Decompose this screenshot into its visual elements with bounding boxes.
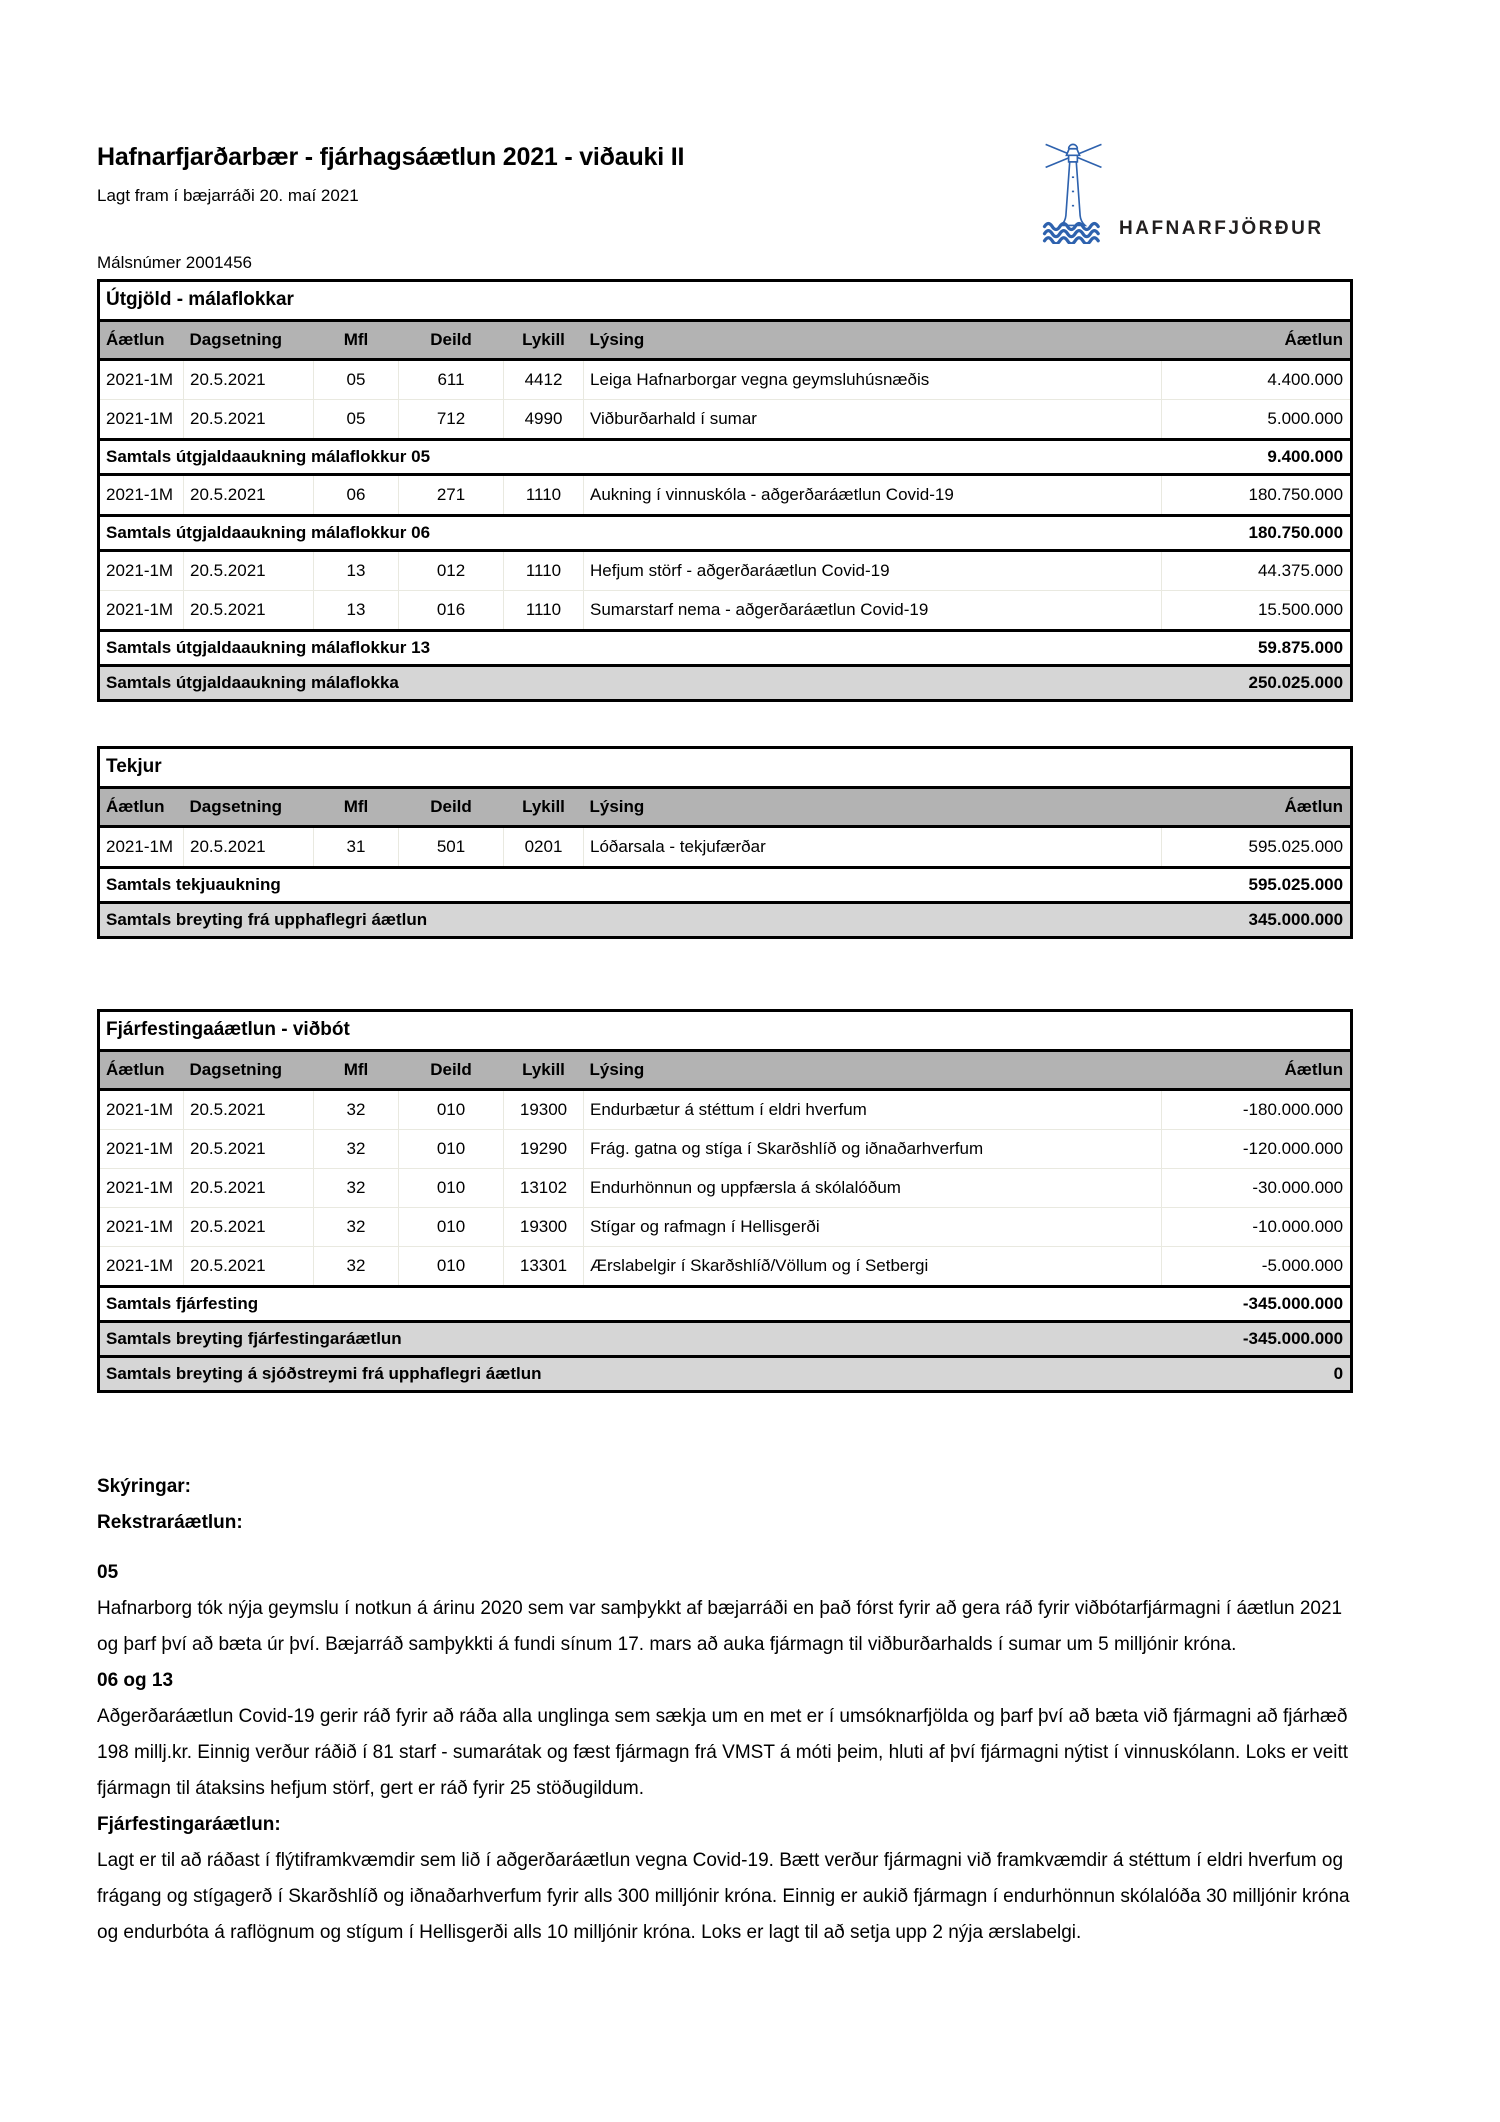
column-header: Mfl <box>314 788 399 827</box>
table-cell: 19290 <box>504 1130 584 1169</box>
table-cell: 19300 <box>504 1208 584 1247</box>
table-cell: 13 <box>314 591 399 631</box>
table-cell: 010 <box>399 1208 504 1247</box>
column-header: Deild <box>399 788 504 827</box>
column-header: Lýsing <box>584 1051 1162 1090</box>
column-header: Áætlun <box>99 1051 184 1090</box>
table-cell: 2021-1M <box>99 400 184 440</box>
table-cell: 32 <box>314 1208 399 1247</box>
table-header-row <box>99 1051 1352 1090</box>
table-cell: 712 <box>399 400 504 440</box>
page-subtitle: Lagt fram í bæjarráði 20. maí 2021 <box>97 186 359 205</box>
table-cell: 5.000.000 <box>1162 400 1352 440</box>
table-header-row <box>99 321 1352 360</box>
column-header: Lýsing <box>584 321 1162 360</box>
table-cell: Frág. gatna og stíga í Skarðshlíð og iðnaðarhverfum <box>584 1130 1162 1169</box>
column-header: Lýsing <box>584 788 1162 827</box>
table-cell: 2021-1M <box>99 591 184 631</box>
table-cell: 2021-1M <box>99 551 184 591</box>
municipality-logo <box>1040 140 1324 244</box>
table-cell: 2021-1M <box>99 360 184 400</box>
table-summary-row <box>99 440 1352 475</box>
summary-value: 180.750.000 <box>1162 516 1352 551</box>
table-title-row <box>99 748 1352 788</box>
table-row <box>99 475 1352 516</box>
table-cell: 010 <box>399 1090 504 1130</box>
table-cell: 32 <box>314 1247 399 1287</box>
table-summary-row <box>99 516 1352 551</box>
table-cell: 20.5.2021 <box>184 1169 314 1208</box>
case-number: Málsnúmer 2001456 <box>97 253 252 272</box>
summary-label: Samtals útgjaldaaukning málaflokkur 13 <box>99 631 1162 666</box>
table-cell: 20.5.2021 <box>184 551 314 591</box>
table-title-row <box>99 1011 1352 1051</box>
table-cell: 010 <box>399 1169 504 1208</box>
summary-label: Samtals breyting á sjóðstreymi frá upphaflegri áætlun <box>99 1357 1162 1392</box>
table-cell: Endurbætur á stéttum í eldri hverfum <box>584 1090 1162 1130</box>
table-cell: 32 <box>314 1169 399 1208</box>
table-cell: Endurhönnun og uppfærsla á skólalóðum <box>584 1169 1162 1208</box>
table-cell: 13102 <box>504 1169 584 1208</box>
table-cell: 20.5.2021 <box>184 475 314 516</box>
operating-plan-heading: Rekstraráætlun: <box>97 1512 243 1533</box>
table-title-row <box>99 281 1352 321</box>
note-heading-06-13: 06 og 13 <box>97 1670 174 1691</box>
table-cell: 13 <box>314 551 399 591</box>
table-row <box>99 400 1352 440</box>
table-cell: 010 <box>399 1247 504 1287</box>
summary-value: 345.000.000 <box>1162 903 1352 938</box>
notes-heading: Skýringar: <box>97 1476 191 1497</box>
table-cell: 012 <box>399 551 504 591</box>
table-cell: 32 <box>314 1090 399 1130</box>
table-total-row <box>99 1322 1352 1357</box>
table-cell: 20.5.2021 <box>184 360 314 400</box>
table-cell: 32 <box>314 1130 399 1169</box>
table-cell: -5.000.000 <box>1162 1247 1352 1287</box>
table-cell: Ærslabelgir í Skarðshlíð/Völlum og í Setbergi <box>584 1247 1162 1287</box>
table-title: Útgjöld - málaflokkar <box>99 281 1352 321</box>
table-cell: 20.5.2021 <box>184 1208 314 1247</box>
table-cell: Viðburðarhald í sumar <box>584 400 1162 440</box>
table-cell: 016 <box>399 591 504 631</box>
column-header: Mfl <box>314 1051 399 1090</box>
table-cell: 20.5.2021 <box>184 400 314 440</box>
table-row <box>99 1169 1352 1208</box>
column-header: Deild <box>399 321 504 360</box>
summary-label: Samtals útgjaldaaukning málaflokkur 06 <box>99 516 1162 551</box>
table-cell: 06 <box>314 475 399 516</box>
table-total-row <box>99 1357 1352 1392</box>
table-cell: 4412 <box>504 360 584 400</box>
column-header: Dagsetning <box>184 1051 314 1090</box>
table-cell: Lóðarsala - tekjufærðar <box>584 827 1162 868</box>
note-body-06-13: Aðgerðaráætlun Covid-19 gerir ráð fyrir að ráða alla unglinga sem sækja um en met er í umsóknarfjölda og þarf því að bæta við fjármagni að fjárhæð 198 millj.kr. Einnig verður ráðið í 81 starf - sumarátak og fæst fjármagn frá VMST á móti þeim, hluti af því fjármagni nýtist í vinnuskólann. Loks er veitt fjármagn til átaksins hefjum störf, gert er ráð fyrir 25 stöðugildum. <box>97 1706 1349 1799</box>
table-row <box>99 1247 1352 1287</box>
table-cell: Hefjum störf - aðgerðaráætlun Covid-19 <box>584 551 1162 591</box>
table-cell: 501 <box>399 827 504 868</box>
table-cell: Leiga Hafnarborgar vegna geymsluhúsnæðis <box>584 360 1162 400</box>
lighthouse-icon <box>1040 140 1106 244</box>
table-cell: 31 <box>314 827 399 868</box>
table-cell: 2021-1M <box>99 1130 184 1169</box>
column-header: Dagsetning <box>184 788 314 827</box>
table-cell: 595.025.000 <box>1162 827 1352 868</box>
table-summary-row <box>99 1287 1352 1322</box>
explanations-section <box>97 1469 1350 1951</box>
note-body-05: Hafnarborg tók nýja geymslu í notkun á árinu 2020 sem var samþykkt af bæjarráði en það fórst fyrir að gera ráð fyrir viðbótarfjármagni í áætlun 2021 og þarf því að bæta úr því. Bæjarráð samþykkti á fundi sínum 17. mars að auka fjármagn til viðburðarhalds í sumar um 5 milljónir króna. <box>97 1598 1343 1655</box>
expenses-table <box>97 279 1353 702</box>
column-header: Áætlun <box>1162 321 1352 360</box>
table-cell: 44.375.000 <box>1162 551 1352 591</box>
summary-label: Samtals útgjaldaaukning málaflokka <box>99 666 1162 701</box>
table-cell: 271 <box>399 475 504 516</box>
table-total-row <box>99 903 1352 938</box>
table-cell: 2021-1M <box>99 1169 184 1208</box>
logo-wordmark: HAFNARFJÖRÐUR <box>1119 218 1324 239</box>
column-header: Áætlun <box>99 321 184 360</box>
table-cell: 05 <box>314 400 399 440</box>
table-cell: 010 <box>399 1130 504 1169</box>
table-cell: 0201 <box>504 827 584 868</box>
table-cell: 20.5.2021 <box>184 591 314 631</box>
column-header: Áætlun <box>99 788 184 827</box>
summary-label: Samtals fjárfesting <box>99 1287 1162 1322</box>
table-cell: 2021-1M <box>99 1247 184 1287</box>
note-heading-investment: Fjárfestingaráætlun: <box>97 1814 281 1835</box>
summary-value: 595.025.000 <box>1162 868 1352 903</box>
note-heading-05: 05 <box>97 1562 119 1583</box>
table-total-row <box>99 666 1352 701</box>
table-cell: 19300 <box>504 1090 584 1130</box>
table-cell: 1110 <box>504 551 584 591</box>
table-row <box>99 1130 1352 1169</box>
summary-value: 250.025.000 <box>1162 666 1352 701</box>
note-body-investment: Lagt er til að ráðast í flýtiframkvæmdir sem lið í aðgerðaráætlun vegna Covid-19. Bætt verður fjármagni við framkvæmdir á stéttum í eldri hverfum og frágang og stígagerð í Skarðshlíð og iðnaðarhverfum fyrir alls 300 milljónir króna. Einnig er aukið fjármagn í endurhönnun skólalóða 30 milljónir króna og endurbóta á raflögnum og stígum í Hellisgerði alls 10 milljónir króna. Loks er lagt til að setja upp 2 nýja ærslabelgi. <box>97 1850 1350 1943</box>
table-cell: Sumarstarf nema - aðgerðaráætlun Covid-19 <box>584 591 1162 631</box>
table-title: Tekjur <box>99 748 1352 788</box>
table-cell: 1110 <box>504 591 584 631</box>
table-summary-row <box>99 868 1352 903</box>
page-title: Hafnarfjarðarbær - fjárhagsáætlun 2021 - viðauki II <box>97 143 685 171</box>
table-cell: 20.5.2021 <box>184 1130 314 1169</box>
table-row <box>99 827 1352 868</box>
table-row <box>99 360 1352 400</box>
table-cell: 13301 <box>504 1247 584 1287</box>
table-cell: 2021-1M <box>99 1090 184 1130</box>
table-cell: Aukning í vinnuskóla - aðgerðaráætlun Covid-19 <box>584 475 1162 516</box>
table-header-row <box>99 788 1352 827</box>
table-cell: 2021-1M <box>99 827 184 868</box>
table-cell: 611 <box>399 360 504 400</box>
summary-value: -345.000.000 <box>1162 1322 1352 1357</box>
investment-table <box>97 1009 1353 1393</box>
column-header: Lykill <box>504 321 584 360</box>
summary-label: Samtals breyting fjárfestingaráætlun <box>99 1322 1162 1357</box>
summary-value: 9.400.000 <box>1162 440 1352 475</box>
table-cell: 180.750.000 <box>1162 475 1352 516</box>
summary-value: -345.000.000 <box>1162 1287 1352 1322</box>
table-row <box>99 551 1352 591</box>
table-cell: 4.400.000 <box>1162 360 1352 400</box>
table-cell: -10.000.000 <box>1162 1208 1352 1247</box>
table-summary-row <box>99 631 1352 666</box>
table-cell: -30.000.000 <box>1162 1169 1352 1208</box>
table-cell: 1110 <box>504 475 584 516</box>
summary-label: Samtals breyting frá upphaflegri áætlun <box>99 903 1162 938</box>
table-row <box>99 1208 1352 1247</box>
column-header: Lykill <box>504 788 584 827</box>
table-cell: 4990 <box>504 400 584 440</box>
column-header: Mfl <box>314 321 399 360</box>
column-header: Dagsetning <box>184 321 314 360</box>
table-cell: -180.000.000 <box>1162 1090 1352 1130</box>
column-header: Áætlun <box>1162 1051 1352 1090</box>
table-cell: 2021-1M <box>99 1208 184 1247</box>
summary-value: 0 <box>1162 1357 1352 1392</box>
summary-label: Samtals útgjaldaaukning málaflokkur 05 <box>99 440 1162 475</box>
column-header: Áætlun <box>1162 788 1352 827</box>
table-cell: 20.5.2021 <box>184 827 314 868</box>
table-cell: 05 <box>314 360 399 400</box>
table-cell: 2021-1M <box>99 475 184 516</box>
table-cell: 20.5.2021 <box>184 1247 314 1287</box>
column-header: Deild <box>399 1051 504 1090</box>
table-cell: 20.5.2021 <box>184 1090 314 1130</box>
table-cell: Stígar og rafmagn í Hellisgerði <box>584 1208 1162 1247</box>
table-row <box>99 591 1352 631</box>
table-row <box>99 1090 1352 1130</box>
table-title: Fjárfestingaáætlun - viðbót <box>99 1011 1352 1051</box>
column-header: Lykill <box>504 1051 584 1090</box>
revenue-table <box>97 746 1353 939</box>
table-cell: 15.500.000 <box>1162 591 1352 631</box>
table-cell: -120.000.000 <box>1162 1130 1352 1169</box>
summary-value: 59.875.000 <box>1162 631 1352 666</box>
summary-label: Samtals tekjuaukning <box>99 868 1162 903</box>
